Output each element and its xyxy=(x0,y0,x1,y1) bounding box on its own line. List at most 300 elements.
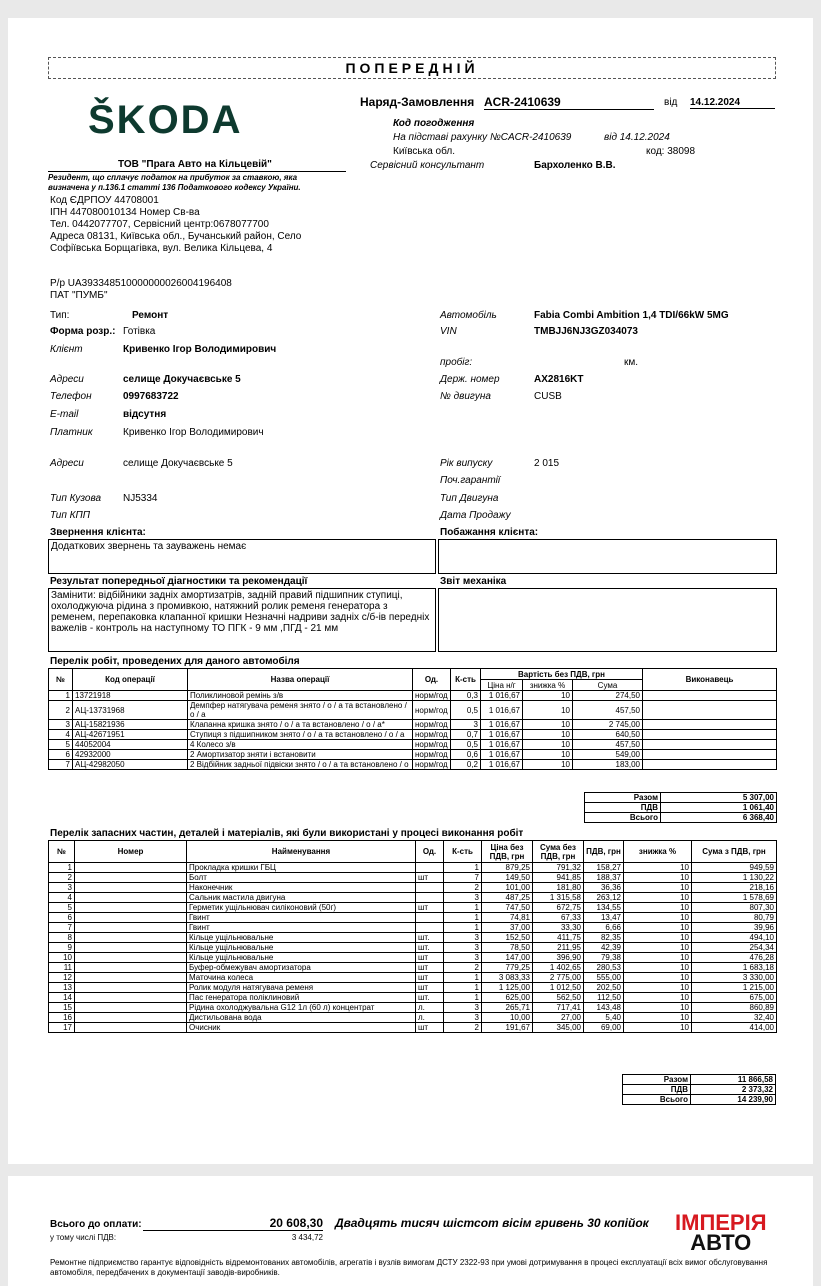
part-number xyxy=(75,923,187,933)
row-sum: 549,00 xyxy=(573,750,643,760)
table-row xyxy=(49,943,777,953)
part-unit: шт xyxy=(416,873,444,883)
part-name: Сальник мастила двигуна xyxy=(187,893,416,903)
part-total: 675,00 xyxy=(692,993,777,1003)
part-sum: 411,75 xyxy=(533,933,584,943)
table-row xyxy=(49,983,777,993)
row-qty: 0,5 xyxy=(451,701,481,720)
company-address-1: Адреса 08131, Київська обл., Бучанський район, Село xyxy=(50,231,302,242)
invoice-basis: На підставі рахунку №CACR-2410639 xyxy=(393,132,572,143)
table-row xyxy=(49,863,777,873)
engine-number: CUSB xyxy=(534,391,562,402)
row-no: 5 xyxy=(49,740,73,750)
total-row xyxy=(623,1075,776,1085)
part-total: 32,40 xyxy=(692,1013,777,1023)
row-qty: 0,7 xyxy=(451,730,481,740)
part-price: 149,50 xyxy=(482,873,533,883)
part-name: Наконечник xyxy=(187,883,416,893)
company-ipn: ІПН 447080010134 Номер Св-ва xyxy=(50,207,200,218)
parts-col-name: Найменування xyxy=(187,841,416,863)
client-request-box: Додаткових звернень та зауважень немає xyxy=(48,539,436,574)
engine-number-label: № двигуна xyxy=(440,391,491,402)
part-vat: 143,48 xyxy=(584,1003,624,1013)
row-price: 1 016,67 xyxy=(481,750,523,760)
part-unit xyxy=(416,923,444,933)
part-price: 10,00 xyxy=(482,1013,533,1023)
table-row xyxy=(49,730,777,740)
row-no: 2 xyxy=(49,701,73,720)
warranty-start-label: Поч.гарантії xyxy=(440,475,501,486)
part-discount: 10 xyxy=(624,873,692,883)
plate-number: AX2816KT xyxy=(534,374,584,385)
col-code: Код операції xyxy=(73,669,188,691)
row-qty: 3 xyxy=(451,720,481,730)
part-sum: 181,80 xyxy=(533,883,584,893)
total-value: 2 373,32 xyxy=(691,1085,776,1095)
mechanic-report-box xyxy=(438,588,777,652)
type-value: Ремонт xyxy=(132,310,169,321)
part-sum: 211,95 xyxy=(533,943,584,953)
part-price: 152,50 xyxy=(482,933,533,943)
part-unit: шт xyxy=(416,983,444,993)
skoda-logo: ŠKODA xyxy=(88,98,243,142)
col-unit: Од. xyxy=(413,669,451,691)
row-unit: норм/год xyxy=(413,750,451,760)
row-name: 2 Відбійник задньої підвіски знято / о / а та встановлено / о xyxy=(188,760,413,770)
total-label: Всього xyxy=(585,813,661,823)
row-code: АЦ-13731968 xyxy=(73,701,188,720)
part-no: 15 xyxy=(49,1003,75,1013)
row-name: 4 Колесо з/в xyxy=(188,740,413,750)
part-total: 254,34 xyxy=(692,943,777,953)
table-row xyxy=(49,883,777,893)
total-label: ПДВ xyxy=(623,1085,691,1095)
row-discount: 10 xyxy=(523,720,573,730)
parts-col-unit: Од. xyxy=(416,841,444,863)
row-price: 1 016,67 xyxy=(481,701,523,720)
part-discount: 10 xyxy=(624,893,692,903)
parts-rows xyxy=(49,863,777,1033)
client-phone: 0997683722 xyxy=(123,391,179,402)
part-qty: 1 xyxy=(444,923,482,933)
part-sum: 33,30 xyxy=(533,923,584,933)
part-discount: 10 xyxy=(624,963,692,973)
year-label: Рік випуску xyxy=(440,458,493,469)
table-row xyxy=(49,1013,777,1023)
row-sum: 457,50 xyxy=(573,740,643,750)
consultant-label: Сервісний консультант xyxy=(370,160,485,171)
row-name: Клапанна кришка знято / о / а та встановлено / о / а* xyxy=(188,720,413,730)
table-row xyxy=(49,973,777,983)
col-name: Назва операції xyxy=(188,669,413,691)
part-sum: 1 012,50 xyxy=(533,983,584,993)
part-vat: 112,50 xyxy=(584,993,624,1003)
invoice-date: від 14.12.2024 xyxy=(604,132,670,143)
part-vat: 5,40 xyxy=(584,1013,624,1023)
client-wishes-box xyxy=(438,539,777,574)
body-type-label: Тип Кузова xyxy=(50,493,102,504)
part-qty: 3 xyxy=(444,1013,482,1023)
payer-address-label: Адреси xyxy=(50,458,84,469)
part-name: Кільце ущільнювальне xyxy=(187,943,416,953)
client-name: Кривенко Ігор Володимирович xyxy=(123,344,277,355)
part-discount: 10 xyxy=(624,933,692,943)
part-number xyxy=(75,983,187,993)
diagnostics-label: Результат попередньої діагностики та рекомендації xyxy=(50,576,308,587)
row-performer xyxy=(643,740,777,750)
row-sum: 457,50 xyxy=(573,701,643,720)
part-unit: шт xyxy=(416,953,444,963)
col-sum: Сума xyxy=(573,680,643,691)
payer-name: Кривенко Ігор Володимирович xyxy=(123,427,264,438)
total-label: Разом xyxy=(585,793,661,803)
part-total: 39,96 xyxy=(692,923,777,933)
row-price: 1 016,67 xyxy=(481,720,523,730)
part-unit xyxy=(416,913,444,923)
part-no: 1 xyxy=(49,863,75,873)
part-name: Кільце ущільнювальне xyxy=(187,953,416,963)
row-code: АЦ-42671951 xyxy=(73,730,188,740)
total-value: 6 368,40 xyxy=(661,813,777,823)
region: Київська обл. xyxy=(393,146,455,157)
part-name: Очисник xyxy=(187,1023,416,1033)
part-total: 1 578,69 xyxy=(692,893,777,903)
works-rows xyxy=(49,691,777,770)
part-total: 949,59 xyxy=(692,863,777,873)
part-name: Пас генератора поліклиновий xyxy=(187,993,416,1003)
part-qty: 3 xyxy=(444,1003,482,1013)
part-vat: 82,35 xyxy=(584,933,624,943)
body-type: NJ5334 xyxy=(123,493,158,504)
row-qty: 0,2 xyxy=(451,760,481,770)
col-price: Ціна н/г xyxy=(481,680,523,691)
part-sum: 562,50 xyxy=(533,993,584,1003)
part-number xyxy=(75,963,187,973)
plate-label: Держ. номер xyxy=(440,374,500,385)
total-label: Разом xyxy=(623,1075,691,1085)
client-address-label: Адреси xyxy=(50,374,84,385)
part-vat: 36,36 xyxy=(584,883,624,893)
part-vat: 134,55 xyxy=(584,903,624,913)
row-discount: 10 xyxy=(523,760,573,770)
part-vat: 555,00 xyxy=(584,973,624,983)
row-performer xyxy=(643,720,777,730)
mileage-label: пробіг: xyxy=(440,357,473,368)
part-discount: 10 xyxy=(624,923,692,933)
row-performer xyxy=(643,691,777,701)
row-unit: норм/год xyxy=(413,730,451,740)
part-no: 4 xyxy=(49,893,75,903)
part-number xyxy=(75,1023,187,1033)
part-price: 78,50 xyxy=(482,943,533,953)
part-sum: 396,90 xyxy=(533,953,584,963)
row-unit: норм/год xyxy=(413,720,451,730)
part-price: 779,25 xyxy=(482,963,533,973)
consultant-name: Бархоленко В.В. xyxy=(534,160,616,171)
row-no: 4 xyxy=(49,730,73,740)
table-row xyxy=(49,923,777,933)
part-unit: шт xyxy=(416,963,444,973)
order-date: 14.12.2024 xyxy=(690,97,775,109)
row-name: Демпфер натягувача ременя знято / о / а та встановлено / о / а xyxy=(188,701,413,720)
row-performer xyxy=(643,760,777,770)
part-discount: 10 xyxy=(624,863,692,873)
part-name: Ролик модуля натягувача ременя xyxy=(187,983,416,993)
payment-form-value: Готівка xyxy=(123,326,156,337)
part-price: 265,71 xyxy=(482,1003,533,1013)
row-unit: норм/год xyxy=(413,701,451,720)
total-value: 1 061,40 xyxy=(661,803,777,813)
part-total: 414,00 xyxy=(692,1023,777,1033)
tax-note: Резидент, що сплачує податок на прибуток за ставкою, яка визначена у п.136.1 статті 136 Податкового кодексу України. xyxy=(48,173,301,192)
total-label: Всього xyxy=(623,1095,691,1105)
part-unit xyxy=(416,893,444,903)
part-price: 3 083,33 xyxy=(482,973,533,983)
part-vat: 6,66 xyxy=(584,923,624,933)
parts-col-vat: ПДВ, грн xyxy=(584,841,624,863)
row-sum: 274,50 xyxy=(573,691,643,701)
part-qty: 1 xyxy=(444,983,482,993)
company-phone: Тел. 0442077707, Сервісний центр:0678077700 xyxy=(50,219,269,230)
part-no: 13 xyxy=(49,983,75,993)
part-name: Кільце ущільнювальне xyxy=(187,933,416,943)
part-price: 1 125,00 xyxy=(482,983,533,993)
part-number xyxy=(75,913,187,923)
mechanic-report-label: Звіт механіка xyxy=(440,576,507,587)
part-unit: л. xyxy=(416,1013,444,1023)
part-no: 5 xyxy=(49,903,75,913)
row-discount: 10 xyxy=(523,691,573,701)
total-due-label: Всього до оплати: xyxy=(50,1219,142,1230)
part-number xyxy=(75,863,187,873)
row-no: 6 xyxy=(49,750,73,760)
total-row xyxy=(623,1085,776,1095)
row-price: 1 016,67 xyxy=(481,691,523,701)
draft-stamp: ПОПЕРЕДНІЙ xyxy=(48,57,776,79)
client-address: селище Докучаєвське 5 xyxy=(123,374,241,385)
part-unit xyxy=(416,883,444,893)
table-row xyxy=(49,750,777,760)
row-sum: 2 745,00 xyxy=(573,720,643,730)
table-row xyxy=(49,873,777,883)
company-address-2: Софіївська Борщагівка, вул. Велика Кільцева, 4 xyxy=(50,243,273,254)
part-sum: 791,32 xyxy=(533,863,584,873)
row-sum: 183,00 xyxy=(573,760,643,770)
company-name: ТОВ "Прага Авто на Кільцевій" xyxy=(118,159,272,170)
vat-included-label: у тому числі ПДВ: xyxy=(50,1233,117,1242)
gearbox-label: Тип КПП xyxy=(50,510,91,521)
part-number xyxy=(75,943,187,953)
row-code: АЦ-42982050 xyxy=(73,760,188,770)
approval-code-label: Код погодження xyxy=(393,118,475,129)
part-no: 11 xyxy=(49,963,75,973)
row-performer xyxy=(643,750,777,760)
part-total: 3 330,00 xyxy=(692,973,777,983)
part-unit: шт. xyxy=(416,943,444,953)
part-number xyxy=(75,953,187,963)
type-label: Тип: xyxy=(50,310,70,321)
table-row xyxy=(49,903,777,913)
row-unit: норм/год xyxy=(413,691,451,701)
row-name: 2 Амортизатор зняти і встановити xyxy=(188,750,413,760)
dealer-logo-line1: ІМПЕРІЯ xyxy=(675,1210,767,1235)
part-sum: 27,00 xyxy=(533,1013,584,1023)
row-code: 13721918 xyxy=(73,691,188,701)
row-code: 44052004 xyxy=(73,740,188,750)
parts-table xyxy=(48,840,777,1033)
part-sum: 941,85 xyxy=(533,873,584,883)
row-performer xyxy=(643,730,777,740)
part-sum: 2 775,00 xyxy=(533,973,584,983)
total-value: 14 239,90 xyxy=(691,1095,776,1105)
part-number xyxy=(75,933,187,943)
row-unit: норм/год xyxy=(413,760,451,770)
works-totals xyxy=(584,792,777,823)
dealer-logo xyxy=(675,1210,767,1255)
region-code: код: 38098 xyxy=(646,146,696,157)
part-name: Дистильована вода xyxy=(187,1013,416,1023)
row-no: 1 xyxy=(49,691,73,701)
part-no: 10 xyxy=(49,953,75,963)
row-sum: 640,50 xyxy=(573,730,643,740)
part-vat: 188,37 xyxy=(584,873,624,883)
part-number xyxy=(75,893,187,903)
part-no: 8 xyxy=(49,933,75,943)
total-row xyxy=(585,813,777,823)
part-discount: 10 xyxy=(624,973,692,983)
part-price: 879,25 xyxy=(482,863,533,873)
part-discount: 10 xyxy=(624,943,692,953)
part-discount: 10 xyxy=(624,993,692,1003)
part-no: 2 xyxy=(49,873,75,883)
row-discount: 10 xyxy=(523,740,573,750)
total-value: 11 866,58 xyxy=(691,1075,776,1085)
row-price: 1 016,67 xyxy=(481,760,523,770)
table-row xyxy=(49,893,777,903)
part-no: 12 xyxy=(49,973,75,983)
part-sum: 345,00 xyxy=(533,1023,584,1033)
part-no: 16 xyxy=(49,1013,75,1023)
company-bank: ПАТ "ПУМБ" xyxy=(50,290,108,301)
client-email-label: E-mail xyxy=(50,409,79,420)
works-table xyxy=(48,668,777,770)
part-price: 147,00 xyxy=(482,953,533,963)
part-number xyxy=(75,993,187,1003)
part-qty: 2 xyxy=(444,1023,482,1033)
part-qty: 3 xyxy=(444,933,482,943)
mileage-unit: км. xyxy=(624,357,639,368)
order-date-label: від xyxy=(664,97,678,108)
part-sum: 672,75 xyxy=(533,903,584,913)
part-total: 1 130,22 xyxy=(692,873,777,883)
row-qty: 0,6 xyxy=(451,750,481,760)
order-page xyxy=(8,18,813,1164)
parts-col-number: Номер xyxy=(75,841,187,863)
part-discount: 10 xyxy=(624,1023,692,1033)
part-name: Прокладка кришки ГБЦ xyxy=(187,863,416,873)
row-discount: 10 xyxy=(523,730,573,740)
part-sum: 1 315,58 xyxy=(533,893,584,903)
table-row xyxy=(49,701,777,720)
part-total: 1 215,00 xyxy=(692,983,777,993)
part-qty: 2 xyxy=(444,963,482,973)
row-name: Ступиця з підшипником знято / о / а та встановлено / о / а xyxy=(188,730,413,740)
part-total: 476,28 xyxy=(692,953,777,963)
total-due-words: Двадцять тисяч шістсот вісім гривень 30 копійок xyxy=(335,1216,649,1230)
part-no: 9 xyxy=(49,943,75,953)
part-no: 3 xyxy=(49,883,75,893)
table-row xyxy=(49,1003,777,1013)
part-number xyxy=(75,883,187,893)
part-vat: 280,53 xyxy=(584,963,624,973)
part-qty: 1 xyxy=(444,993,482,1003)
part-name: Буфер-обмежувач амортизатора xyxy=(187,963,416,973)
part-qty: 1 xyxy=(444,973,482,983)
diagnostics-box: Замінити: відбійники задніх амортизатрів, задній правий підшипник ступиці, охолоджуюча рідина з промивкою, натяжний ролик ременя генератора з ременем, перепаковка клапанної кришки Незначні надриви задніх с/б-ів передніх важелів - контроль на наступному ТО ПГК - 9 мм ,ПГД - 21 мм xyxy=(48,588,436,652)
row-no: 7 xyxy=(49,760,73,770)
part-number xyxy=(75,973,187,983)
part-discount: 10 xyxy=(624,903,692,913)
col-no: № xyxy=(49,669,73,691)
part-vat: 42,39 xyxy=(584,943,624,953)
client-email: відсутня xyxy=(123,409,167,420)
warranty-note: Ремонтне підприємство гарантує відповідність відремонтованих автомобілів, агрегатів і вузлів вимогам ДСТУ 2322-93 при умові дотримування в процесі експлуатації всіх вимог обслуговування автомобіля, передбачених в документації заводів-виробників. xyxy=(50,1258,768,1277)
works-title: Перелік робіт, проведених для даного автомобіля xyxy=(50,656,300,667)
row-discount: 10 xyxy=(523,750,573,760)
vat-included: 3 434,72 xyxy=(291,1233,323,1242)
part-qty: 3 xyxy=(444,893,482,903)
row-unit: норм/год xyxy=(413,740,451,750)
part-price: 74,81 xyxy=(482,913,533,923)
vin-value: TMBJJ6NJ3GZ034073 xyxy=(534,326,638,337)
payer-label: Платник xyxy=(50,427,93,438)
part-unit: шт xyxy=(416,1023,444,1033)
part-price: 747,50 xyxy=(482,903,533,913)
part-no: 14 xyxy=(49,993,75,1003)
part-number xyxy=(75,873,187,883)
part-price: 191,67 xyxy=(482,1023,533,1033)
part-qty: 7 xyxy=(444,873,482,883)
part-qty: 2 xyxy=(444,883,482,893)
vin-label: VIN xyxy=(440,326,457,337)
table-row xyxy=(49,691,777,701)
order-number: ACR-2410639 xyxy=(484,95,654,110)
client-request-label: Звернення клієнта: xyxy=(50,527,146,538)
parts-col-discount: знижка % xyxy=(624,841,692,863)
part-name: Болт xyxy=(187,873,416,883)
total-due: 20 608,30 xyxy=(143,1216,323,1231)
total-row xyxy=(585,793,777,803)
part-sum: 1 402,65 xyxy=(533,963,584,973)
sale-date-label: Дата Продажу xyxy=(440,510,511,521)
car-model: Fabia Combi Ambition 1,4 TDI/66kW 5MG xyxy=(534,310,729,321)
year-value: 2 015 xyxy=(534,458,560,469)
part-sum: 717,41 xyxy=(533,1003,584,1013)
part-vat: 13,47 xyxy=(584,913,624,923)
table-row xyxy=(49,913,777,923)
part-name: Гвинт xyxy=(187,913,416,923)
table-row xyxy=(49,740,777,750)
part-discount: 10 xyxy=(624,983,692,993)
parts-col-sum: Сума без ПДВ, грн xyxy=(533,841,584,863)
total-value: 5 307,00 xyxy=(661,793,777,803)
table-row xyxy=(49,760,777,770)
part-discount: 10 xyxy=(624,1003,692,1013)
part-name: Гвинт xyxy=(187,923,416,933)
part-total: 860,89 xyxy=(692,1003,777,1013)
client-wishes-label: Побажання клієнта: xyxy=(440,527,539,538)
parts-totals xyxy=(622,1074,776,1105)
